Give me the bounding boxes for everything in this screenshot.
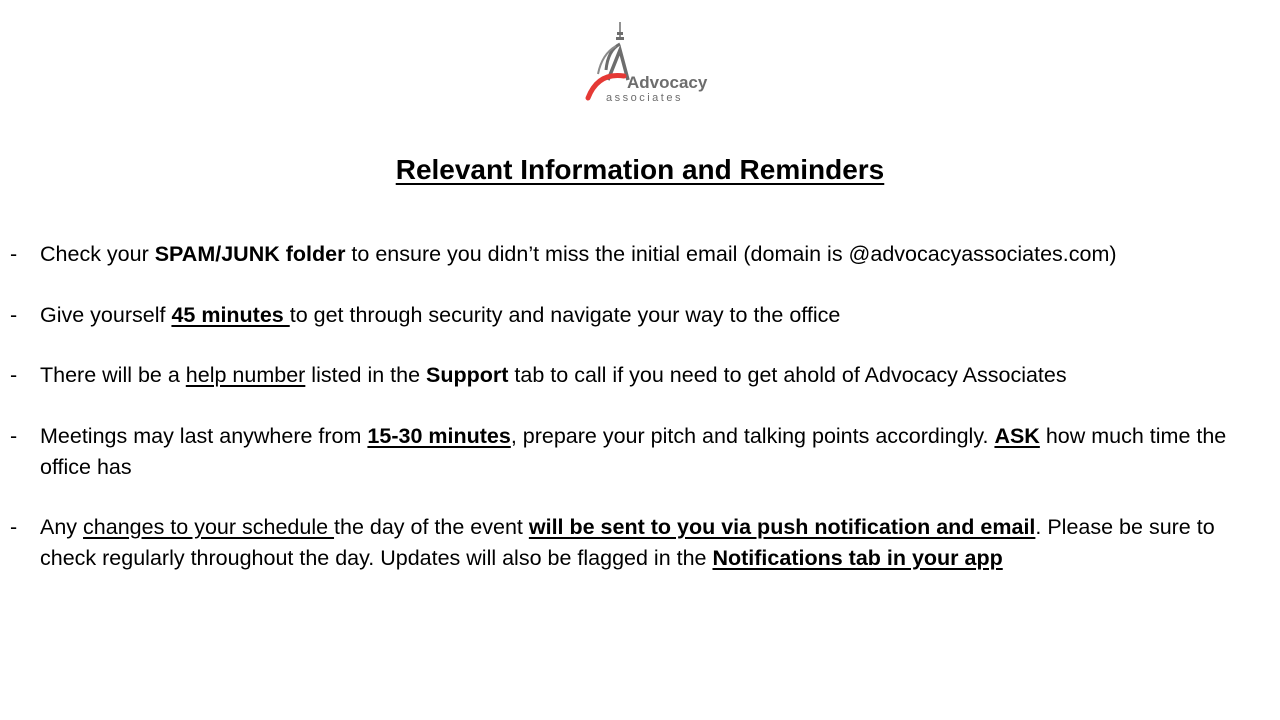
bullet-dash: - — [10, 514, 18, 539]
list-item — [0, 300, 1280, 331]
advocacy-associates-logo — [584, 18, 708, 106]
bullet-underlined: help number — [185, 363, 306, 387]
bullet-text: to ensure you didn’t miss the initial email (domain is @advocacyassociates.com) — [345, 242, 1117, 266]
logo-brand-text: Advocacy — [627, 73, 708, 92]
bullet-emphasis: SPAM/JUNK folder — [154, 242, 346, 266]
bullet-emphasis: will be sent to you via push notification and email — [528, 514, 1036, 539]
bullet-text: There will be a — [40, 363, 186, 387]
bullet-text: Meetings may last anywhere from — [40, 423, 368, 448]
bullet-text: how much time the office has — [40, 423, 1227, 479]
bullet-emphasis: Notifications tab in your app — [712, 545, 1003, 570]
list-item — [0, 239, 1280, 270]
bullet-emphasis: ASK — [994, 423, 1040, 448]
bullet-text: . Please be sure to check regularly throughout the day. Updates will also be flagged in the — [40, 514, 1215, 570]
bullet-dash: - — [10, 363, 18, 387]
logo-tagline-text: associates — [606, 92, 683, 104]
bullet-dash: - — [10, 302, 18, 327]
bullet-text: Give yourself — [40, 302, 172, 327]
bullet-text: Check your — [40, 242, 155, 266]
reminders-list — [0, 239, 1280, 603]
bullet-text: Any — [40, 514, 84, 539]
page-title: Relevant Information and Reminders — [395, 154, 885, 185]
bullet-text: , prepare your pitch and talking points accordingly. — [510, 423, 995, 448]
logo-graphic — [584, 18, 708, 106]
bullet-emphasis: 15-30 minutes — [367, 423, 511, 448]
bullet-text: listed in the — [305, 363, 427, 387]
bullet-emphasis: Support — [426, 363, 509, 387]
list-item — [0, 360, 1280, 391]
bullet-text: the day of the event — [334, 514, 529, 539]
bullet-text: tab to call if you need to get ahold of Advocacy Associates — [508, 363, 1067, 387]
bullet-dash: - — [10, 423, 18, 448]
bullet-dash: - — [10, 242, 18, 266]
bullet-emphasis: 45 minutes — [171, 302, 290, 327]
bullet-text: to get through security and navigate your way to the office — [289, 302, 841, 327]
list-item — [0, 421, 1280, 483]
list-item — [0, 512, 1280, 574]
bullet-underlined: changes to your schedule — [83, 514, 335, 539]
